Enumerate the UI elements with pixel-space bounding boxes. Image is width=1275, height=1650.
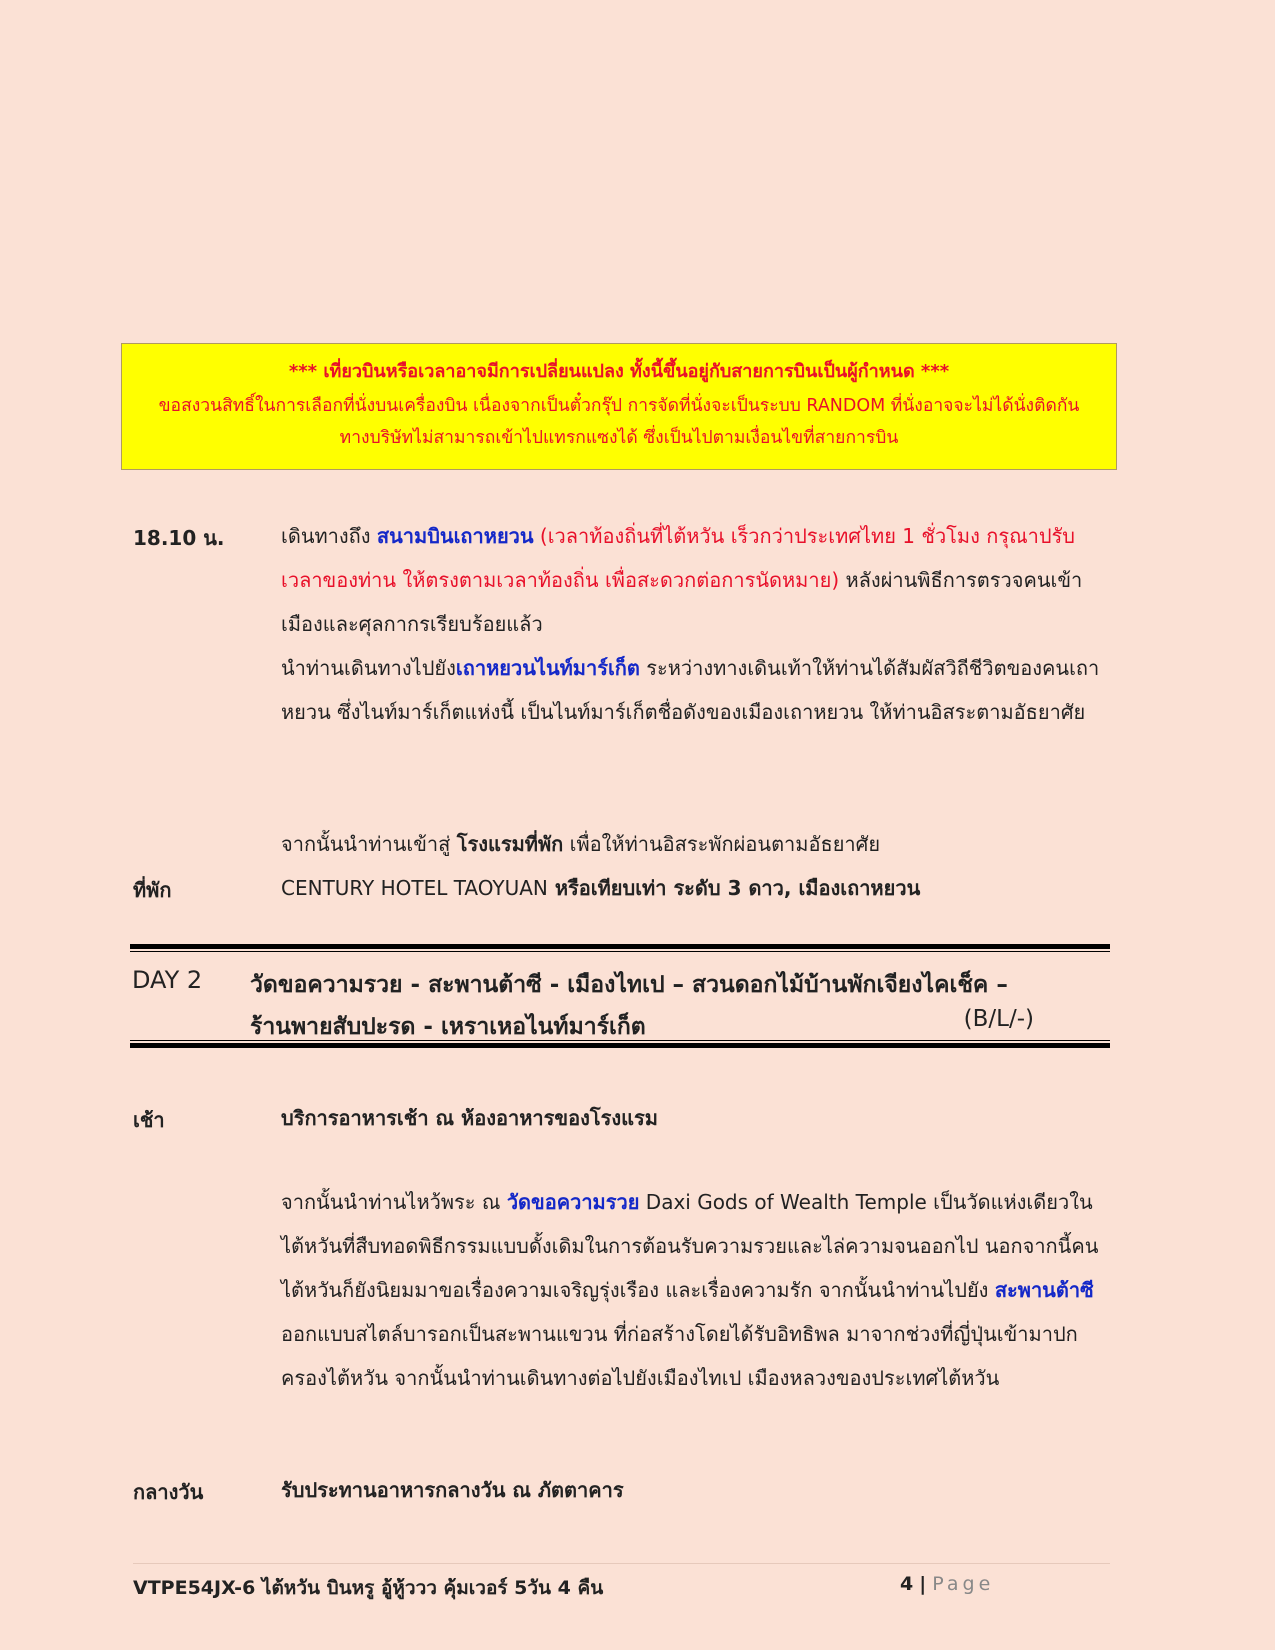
header-bottom-rule	[130, 1040, 1110, 1048]
accommodation-detail	[281, 866, 1101, 910]
notice-line-1: *** เที่ยวบินหรือเวลาอาจมีการเปลี่ยนแปลง ทั้งนี้ขึ้นอยู่กับสายการบินเป็นผู้กำหนด ***	[288, 361, 950, 382]
temple-paragraph	[281, 1180, 1101, 1400]
arrival-prefix: เดินทางถึง	[281, 524, 377, 548]
day-title-line-2: ร้านพายสับปะรด - เหราเหอไนท์มาร์เก็ต	[250, 1014, 646, 1040]
airport-name: สนามบินเถาหยวน	[376, 524, 534, 548]
footer-page	[900, 1573, 994, 1595]
footer-program-code: VTPE54JX-6 ไต้หวัน บินหรู อู้หู้ววว คุ้มเวอร์ 5วัน 4 คืน	[133, 1577, 604, 1599]
morning-label: เช้า	[133, 1108, 165, 1132]
hotel-transfer-text	[281, 822, 1101, 866]
page-separator: |	[919, 1573, 927, 1595]
day-title-line-1: วัดขอความรวย - สะพานต้าซี - เมืองไทเป – สวนดอกไม้บ้านพักเจียงไคเช็ค –	[250, 972, 1008, 998]
night-market-paragraph	[281, 646, 1101, 734]
breakfast-text: บริการอาหารเช้า ณ ห้องอาหารของโรงแรม	[281, 1106, 658, 1130]
accommodation-label: ที่พัก	[133, 878, 172, 902]
airline-notice-box	[121, 343, 1117, 470]
meal-codes: (B/L/-)	[963, 1006, 1034, 1032]
market-suffix: ระหว่างทางเดินเท้าให้ท่านได้สัมผัสวิถีชีวิตของคนเถาหยวน ซึ่งไนท์มาร์เก็ตแห่งนี้ เป็นไนท์มาร์เก็ตชื่อดังของเมืองเถาหยวน ให้ท่านอิสระตามอัธยาศัย	[281, 656, 1100, 724]
lunch-text: รับประทานอาหารกลางวัน ณ ภัตตาคาร	[281, 1478, 624, 1502]
timezone-note: (เวลาท้องถิ่นที่ไต้หวัน เร็วกว่าประเทศไทย 1 ชั่วโมง กรุณาปรับเวลาของท่าน ให้ตรงตามเวลาท้องถิ่น เพื่อสะดวกต่อการนัดหมาย)	[281, 524, 1075, 592]
hotel-prefix: จากนั้นนำท่านเข้าสู่	[281, 832, 457, 856]
header-top-rule	[130, 944, 1110, 952]
temple-prefix: จากนั้นนำท่านไหว้พระ ณ	[281, 1190, 507, 1214]
hotel-suffix: เพื่อให้ท่านอิสระพักผ่อนตามอัธยาศัย	[563, 832, 881, 856]
page-number: 4	[900, 1573, 914, 1595]
bridge-name: สะพานต้าซี	[994, 1278, 1094, 1302]
notice-line-2: ขอสงวนสิทธิ์ในการเลือกที่นั่งบนเครื่องบิน เนื่องจากเป็นตั๋วกรุ๊ป การจัดที่นั่งจะเป็นระบบ RANDOM ที่นั่งอาจจะไม่ได้นั่งติดกัน	[158, 396, 1080, 416]
arrival-time: 18.10 น.	[133, 526, 225, 550]
arrival-description	[281, 514, 1101, 734]
notice-line-3: ทางบริษัทไม่สามารถเข้าไปแทรกแซงได้ ซึ่งเป็นไปตามเงื่อนไขที่สายการบิน	[339, 428, 899, 448]
market-prefix: นำท่านเดินทางไปยัง	[281, 656, 456, 680]
temple-name: วัดขอความรวย	[506, 1190, 640, 1214]
hotel-rating: หรือเทียบเท่า ระดับ 3 ดาว, เมืองเถาหยวน	[547, 876, 921, 900]
arrival-paragraph	[281, 514, 1101, 646]
hotel-word: โรงแรมที่พัก	[456, 832, 564, 856]
hotel-name: CENTURY HOTEL TAOYUAN	[281, 876, 548, 900]
night-market-name: เถาหยวนไนท์มาร์เก็ต	[455, 656, 640, 680]
page-word: Page	[932, 1573, 995, 1595]
arrival-suffix: หลังผ่านพิธีการตรวจคนเข้าเมืองและศุลกากรเรียบร้อยแล้ว	[281, 568, 1083, 636]
day-label: DAY 2	[132, 966, 203, 994]
lunch-label: กลางวัน	[133, 1480, 204, 1504]
temple-description: Daxi Gods of Wealth Temple เป็นวัดแห่งเดียวในไต้หวันที่สืบทอดพิธีกรรมแบบดั้งเดิมในการต้อนรับความรวยและไล่ความจนออกไป นอกจากนี้คนไต้หวันก็ยังนิยมมาขอเรื่องความเจริญรุ่งเรือง และเรื่องความรัก จากนั้นนำท่านไปยัง	[281, 1190, 1099, 1302]
bridge-description: ออกแบบสไตล์บารอกเป็นสะพานแขวน ที่ก่อสร้างโดยได้รับอิทธิพล มาจากช่วงที่ญี่ปุ่นเข้ามาปกครองไต้หวัน จากนั้นนำท่านเดินทางต่อไปยังเมืองไทเป เมืองหลวงของประเทศไต้หวัน	[281, 1322, 1078, 1390]
day-2-header	[130, 944, 1110, 1049]
footer-divider	[133, 1563, 1110, 1564]
